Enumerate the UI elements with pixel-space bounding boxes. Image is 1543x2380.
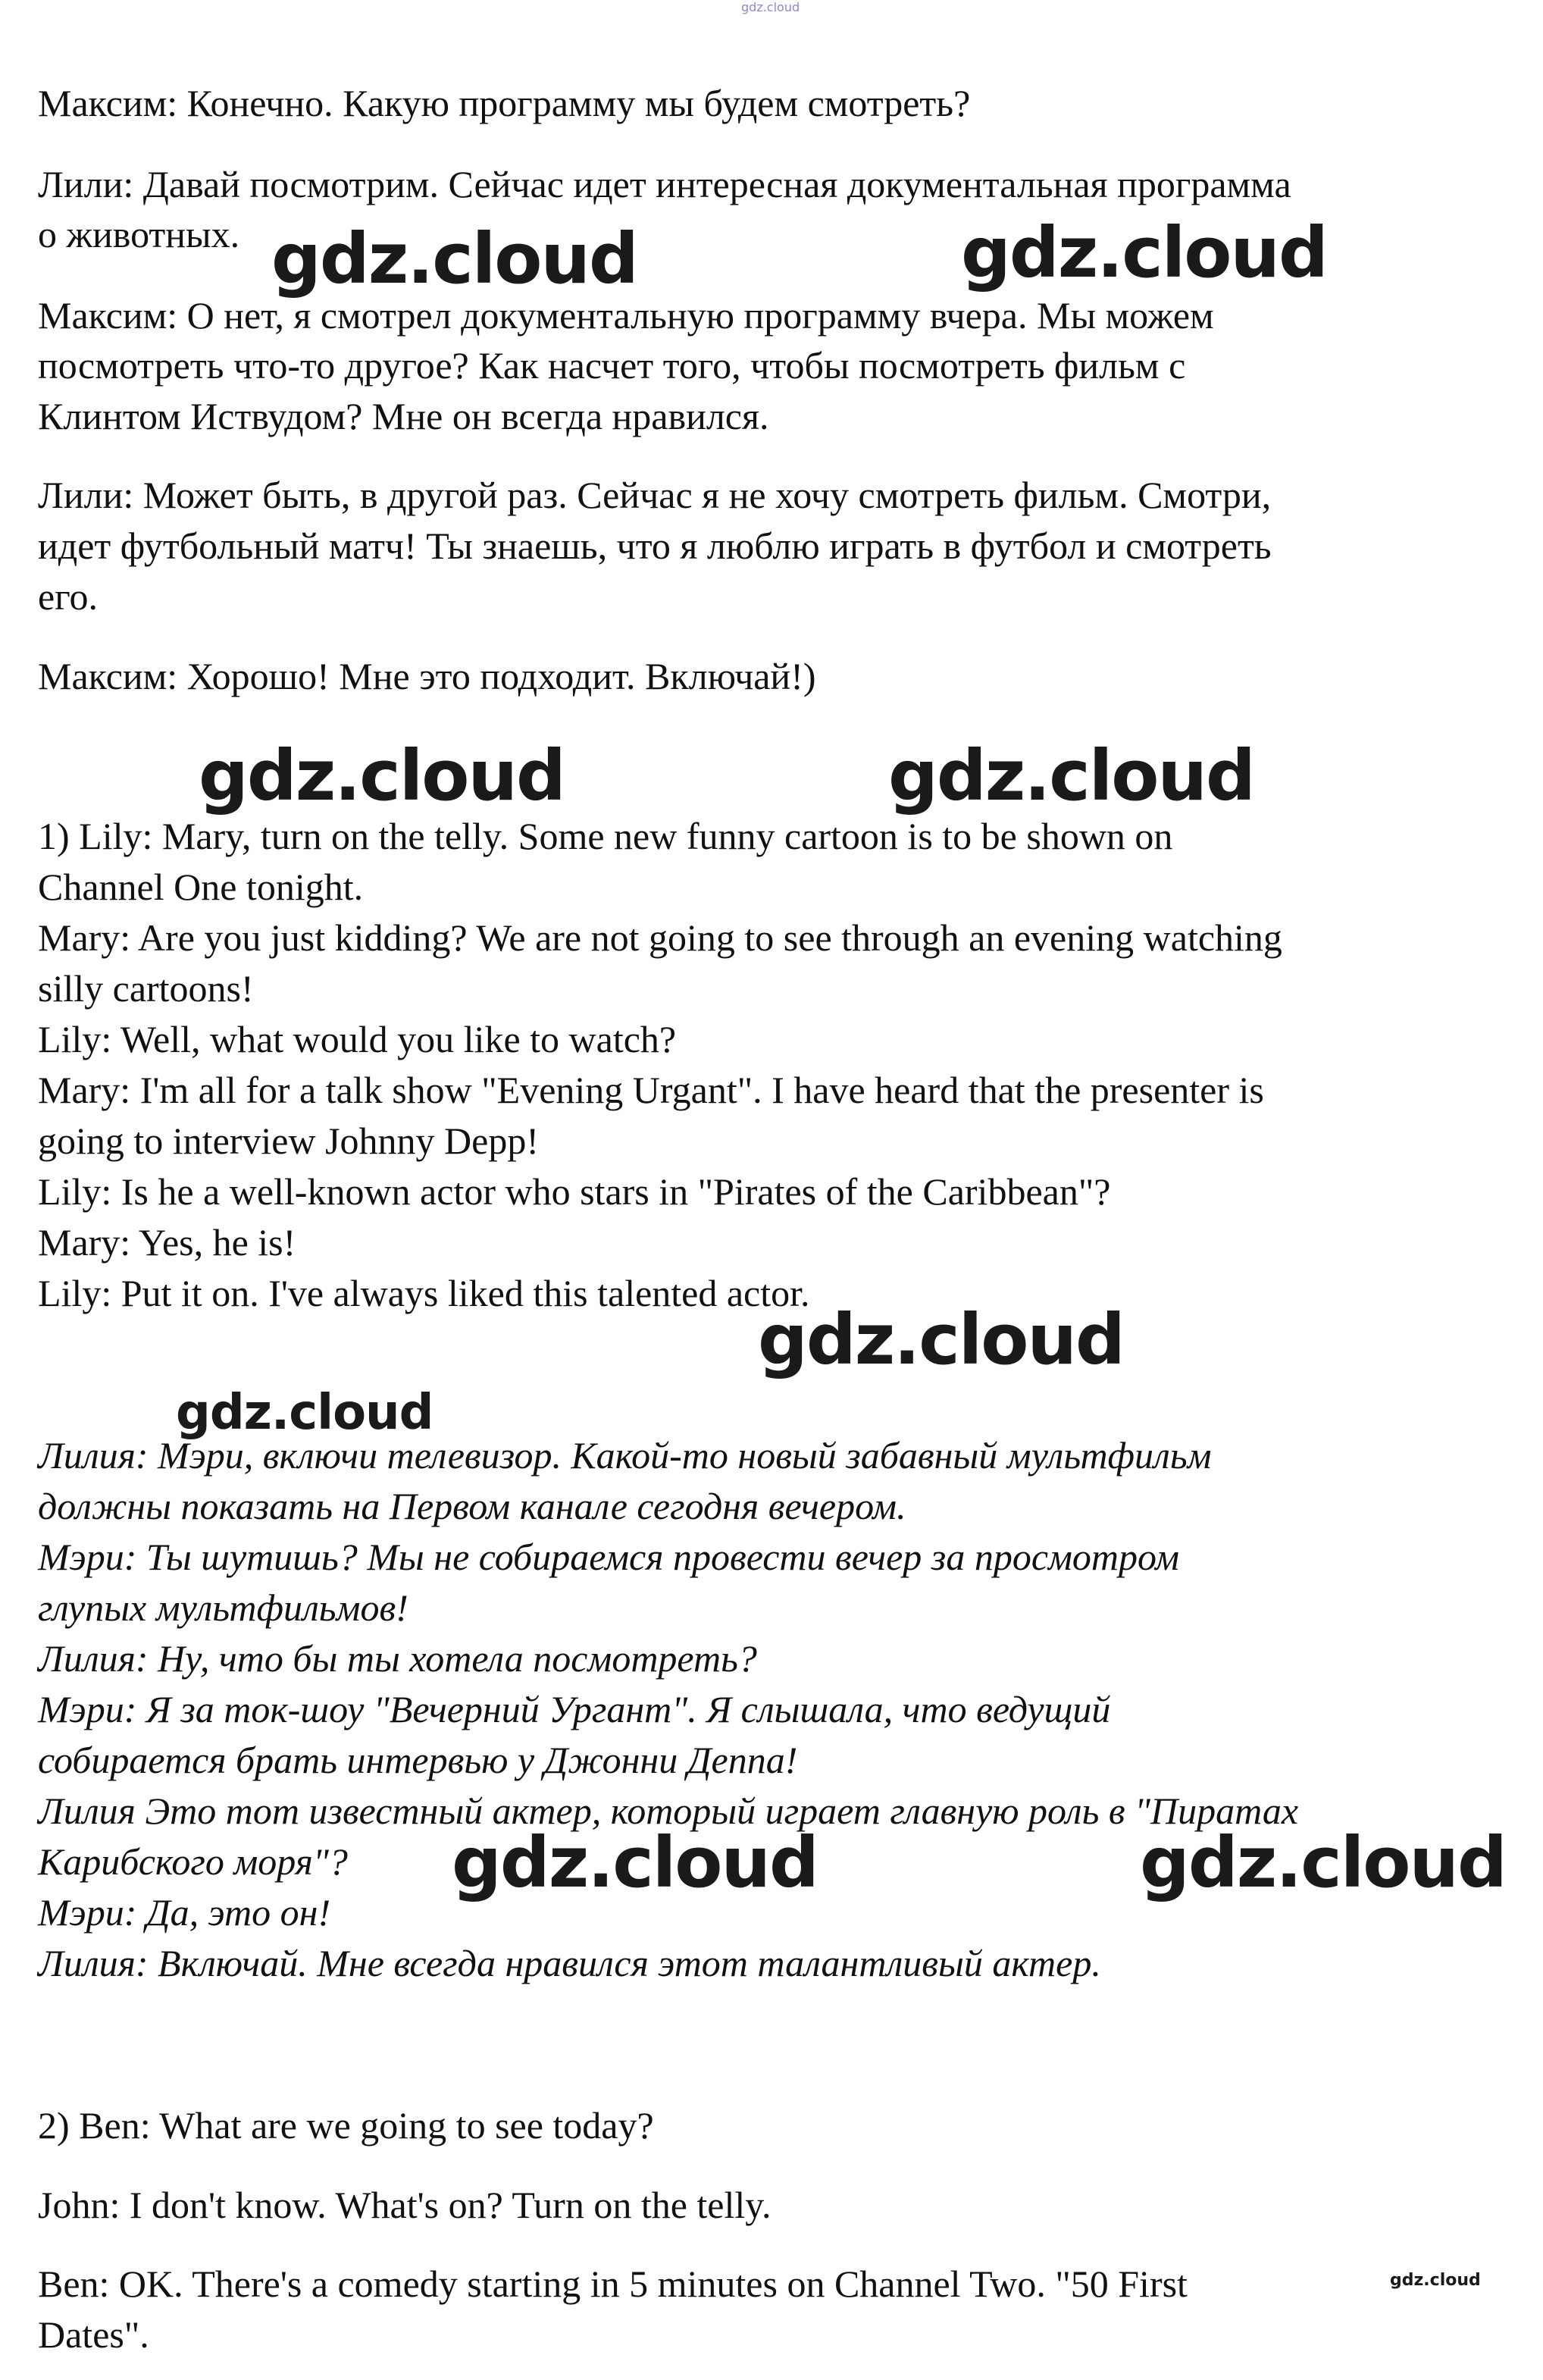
text-line: Лилия: Включай. Мне всегда нравился этот талантливый актер. xyxy=(38,1942,1101,1984)
watermark: gdz.cloud xyxy=(199,735,565,816)
text-line: 2) Ben: What are we going to see today? xyxy=(38,2104,654,2147)
text-line: посмотреть что-то другое? Как насчет того, чтобы посмотреть фильм с xyxy=(38,344,1186,387)
text-line: Лилия: Мэри, включи телевизор. Какой-то новый забавный мультфильм xyxy=(38,1434,1212,1477)
text-line: Карибского моря"? xyxy=(38,1840,348,1883)
text-line: Клинтом Иствудом? Мне он всегда нравился. xyxy=(38,395,769,437)
watermark: gdz.cloud xyxy=(1140,1822,1506,1903)
text-line: John: I don't know. What's on? Turn on the telly. xyxy=(38,2184,772,2226)
text-line: Lily: Well, what would you like to watch? xyxy=(38,1018,677,1060)
watermark: gdz.cloud xyxy=(888,735,1254,816)
watermark: gdz.cloud xyxy=(176,1385,433,1441)
text-line: Мэри: Да, это он! xyxy=(38,1891,331,1934)
text-line: Mary: Yes, he is! xyxy=(38,1221,296,1264)
text-line: Мэри: Я за ток-шоу "Вечерний Ургант". Я слышала, что ведущий xyxy=(38,1688,1111,1730)
text-line: silly cartoons! xyxy=(38,967,254,1010)
watermark: gdz.cloud xyxy=(452,1822,818,1903)
text-line: его. xyxy=(38,575,98,618)
text-line: Mary: Are you just kidding? We are not going to see through an evening watching xyxy=(38,916,1282,959)
text-line: Ben: OK. There's a comedy starting in 5 minutes on Channel Two. "50 First xyxy=(38,2263,1188,2305)
text-line: Lily: Is he a well-known actor who stars in "Pirates of the Caribbean"? xyxy=(38,1170,1111,1213)
text-line: Channel One tonight. xyxy=(38,866,364,908)
text-line: идет футбольный матч! Ты знаешь, что я люблю играть в футбол и смотреть xyxy=(38,525,1272,567)
text-line: Mary: I'm all for a talk show "Evening Urgant". I have heard that the presenter is xyxy=(38,1069,1264,1111)
text-line: Лили: Может быть, в другой раз. Сейчас я не хочу смотреть фильм. Смотри, xyxy=(38,474,1272,516)
text-line: Максим: О нет, я смотрел документальную программу вчера. Мы можем xyxy=(38,294,1214,337)
text-line: Мэри: Ты шутишь? Мы не собираемся провести вечер за просмотром xyxy=(38,1536,1180,1578)
text-line: Лили: Давай посмотрим. Сейчас идет интересная документальная программа xyxy=(38,163,1291,205)
watermark: gdz.cloud xyxy=(961,212,1327,293)
watermark: gdz.cloud xyxy=(1390,2271,1481,2290)
text-line: глупых мультфильмов! xyxy=(38,1586,408,1629)
text-line: собирается брать интервью у Джонни Деппа! xyxy=(38,1739,798,1781)
text-line: Лилия Это тот известный актер, который играет главную роль в "Пиратах xyxy=(38,1790,1299,1832)
watermark: gdz.cloud xyxy=(271,218,637,299)
text-line: Максим: Конечно. Какую программу мы будем смотреть? xyxy=(38,82,971,124)
top-watermark: gdz.cloud xyxy=(741,0,800,14)
text-line: going to interview Johnny Depp! xyxy=(38,1120,540,1162)
text-line: Максим: Хорошо! Мне это подходит. Включай!) xyxy=(38,655,816,697)
text-line: Лилия: Ну, что бы ты хотела посмотреть? xyxy=(38,1637,757,1680)
text-line: о животных. xyxy=(38,213,240,255)
text-line: Dates". xyxy=(38,2313,149,2356)
text-line: 1) Lily: Mary, turn on the telly. Some new funny cartoon is to be shown on xyxy=(38,815,1173,857)
watermark: gdz.cloud xyxy=(758,1299,1124,1380)
text-line: должны показать на Первом канале сегодня вечером. xyxy=(38,1485,906,1527)
text-line: Lily: Put it on. I've always liked this talented actor. xyxy=(38,1272,810,1314)
